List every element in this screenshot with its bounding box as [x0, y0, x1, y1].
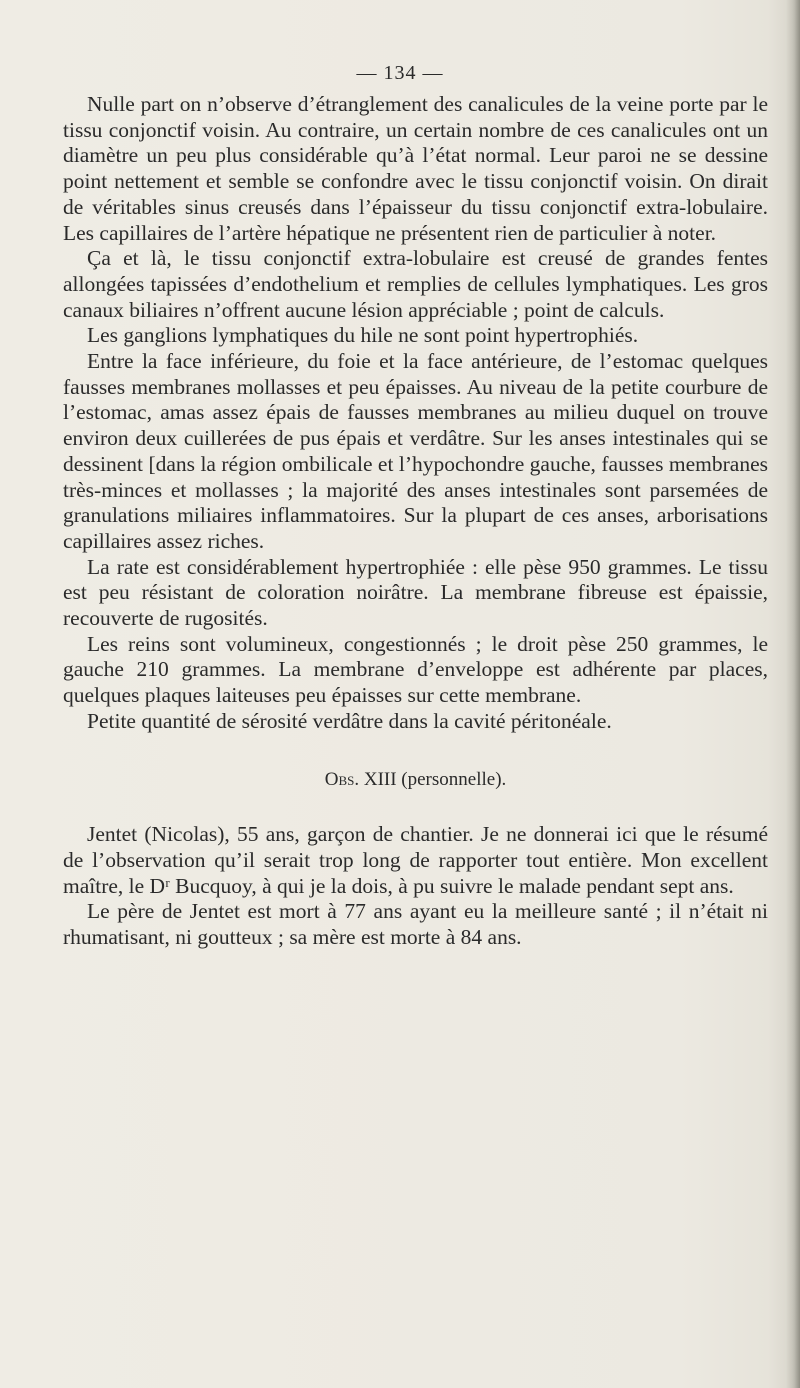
paragraph-4: Entre la face inférieure, du foie et la face antérieure, de l’estomac quelques fausses membranes mollasses et peu épaisses. Au niveau de la petite courbure de l’estomac, amas assez épais de fausses membranes au milieu duquel on trouve environ deux cuillerées de pus épais et verdâtre. Sur les anses intestinales qui se dessinent [dans la région ombilicale et l’hypochondre gauche, fausses membranes très-minces et mollasses ; la majorité des anses intestinales sont parsemées de granulations miliaires inflammatoires. Sur la plupart de ces anses, arborisations capillaires assez riches.: [63, 349, 768, 553]
paragraph-9: Le père de Jentet est mort à 77 ans ayant eu la meilleure santé ; il n’était ni rhumatisant, ni goutteux ; sa mère est morte à 84 ans.: [63, 899, 768, 950]
observation-title: XIII (personnelle).: [359, 768, 507, 790]
page-edge-shadow: [786, 0, 800, 1388]
paragraph-7: Petite quantité de sérosité verdâtre dans la cavité péritonéale.: [87, 708, 612, 733]
observation-prefix: Obs.: [324, 768, 360, 790]
paragraph-1: Nulle part on n’observe d’étranglement des canalicules de la veine porte par le tissu conjonctif voisin. Au contraire, un certain nombre de ces canalicules ont un diamètre un peu plus considérable qu’à l’état normal. Leur paroi ne se dessine point nettement et semble se confondre avec le tissu conjonctif voisin. On dirait de véritables sinus creusés dans l’épaisseur du tissu conjonctif extra-lobulaire. Les capillaires de l’artère hépatique ne présentent rien de particulier à noter.: [63, 92, 768, 245]
body-text: [63, 92, 768, 951]
paragraph-2: Ça et là, le tissu conjonctif extra-lobulaire est creusé de grandes fentes allongées tapissées d’endothelium et remplies de cellules lymphatiques. Les gros canaux biliaires n’offrent aucune lésion appréciable ; point de calculs.: [63, 246, 768, 322]
page-number: — 134 —: [356, 62, 444, 84]
paragraph-6: Les reins sont volumineux, congestionnés ; le droit pèse 250 grammes, le gauche 210 grammes. La membrane d’enveloppe est adhérente par places, quelques plaques laiteuses peu épaisses sur cette membrane.: [63, 631, 768, 708]
paragraph-8: Jentet (Nicolas), 55 ans, garçon de chantier. Je ne donnerai ici que le résumé de l’observation qu’il serait trop long de rapporter tout entière. Mon excellent maître, le Dʳ Bucquoy, à qui je la dois, à pu suivre le malade pendant sept ans.: [63, 822, 768, 898]
paragraph-5: La rate est considérablement hypertrophiée : elle pèse 950 grammes. Le tissu est peu résistant de coloration noirâtre. La membrane fibreuse est épaissie, recouverte de rugosités.: [63, 554, 768, 631]
observation-heading: [63, 767, 768, 793]
paragraph-3: Les ganglions lymphatiques du hile ne sont point hypertrophiés.: [87, 323, 639, 348]
